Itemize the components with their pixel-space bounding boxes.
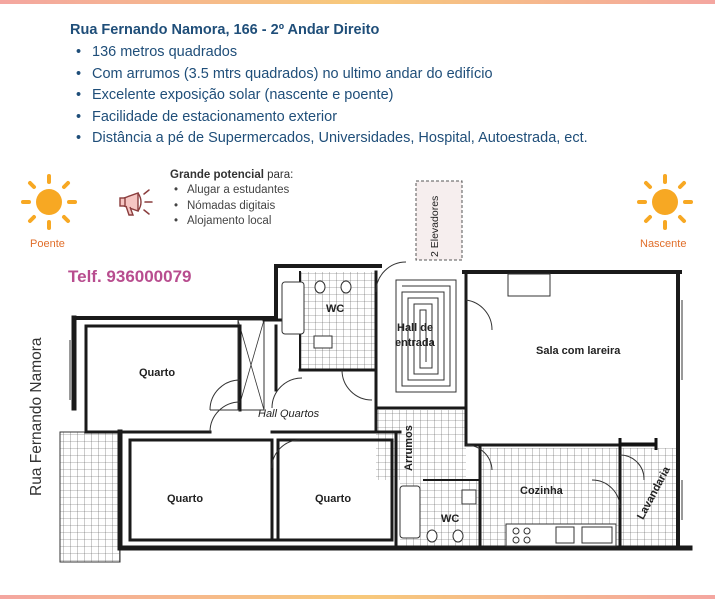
potential-item: • Alojamento local <box>174 214 289 230</box>
cozinha-label: Cozinha <box>520 485 563 497</box>
sun-label-poente: Poente <box>30 238 65 250</box>
fireplace <box>508 274 550 296</box>
quarto-left-label: Quarto <box>167 493 204 505</box>
wc-top-floor <box>300 272 376 370</box>
quarto-mid-label: Quarto <box>315 493 352 505</box>
feature-item: • 136 metros quadrados <box>76 42 588 64</box>
feature-item: • Distância a pé de Supermercados, Universidades, Hospital, Autoestrada, ect. <box>76 128 588 150</box>
feature-item: • Excelente exposição solar (nascente e poente) <box>76 85 588 107</box>
hall-entrada-label-2: entrada <box>395 337 435 349</box>
property-address: Rua Fernando Namora, 166 - 2º Andar Direito <box>70 22 380 38</box>
sun-label-nascente: Nascente <box>640 238 687 250</box>
potential-title-rest: para: <box>263 169 294 181</box>
balcony-left <box>60 432 120 562</box>
arrumos-label: Arrumos <box>403 425 415 471</box>
wc-bottom-label: WC <box>441 513 460 525</box>
potential-item: • Nómadas digitais <box>174 199 289 215</box>
lavandaria-label: Lavandaria <box>635 464 673 522</box>
hall-floor <box>376 410 466 480</box>
potential-title-bold: Grande potencial <box>170 169 264 181</box>
phone-number: Telf. 936000079 <box>68 267 192 286</box>
wc-top-label: WC <box>326 303 345 315</box>
potential-item: • Alugar a estudantes <box>174 183 289 199</box>
quarto-top-label: Quarto <box>139 367 176 379</box>
street-name: Rua Fernando Namora <box>28 337 45 496</box>
feature-item: • Facilidade de estacionamento exterior <box>76 107 588 129</box>
sala-label: Sala com lareira <box>536 345 621 357</box>
elevators-label: 2 Elevadores <box>429 195 441 257</box>
hall-quartos-label: Hall Quartos <box>258 408 320 420</box>
feature-item: • Com arrumos (3.5 mtrs quadrados) no ultimo andar do edifício <box>76 64 588 86</box>
hall-entrada-label-1: Hall de <box>397 322 434 334</box>
